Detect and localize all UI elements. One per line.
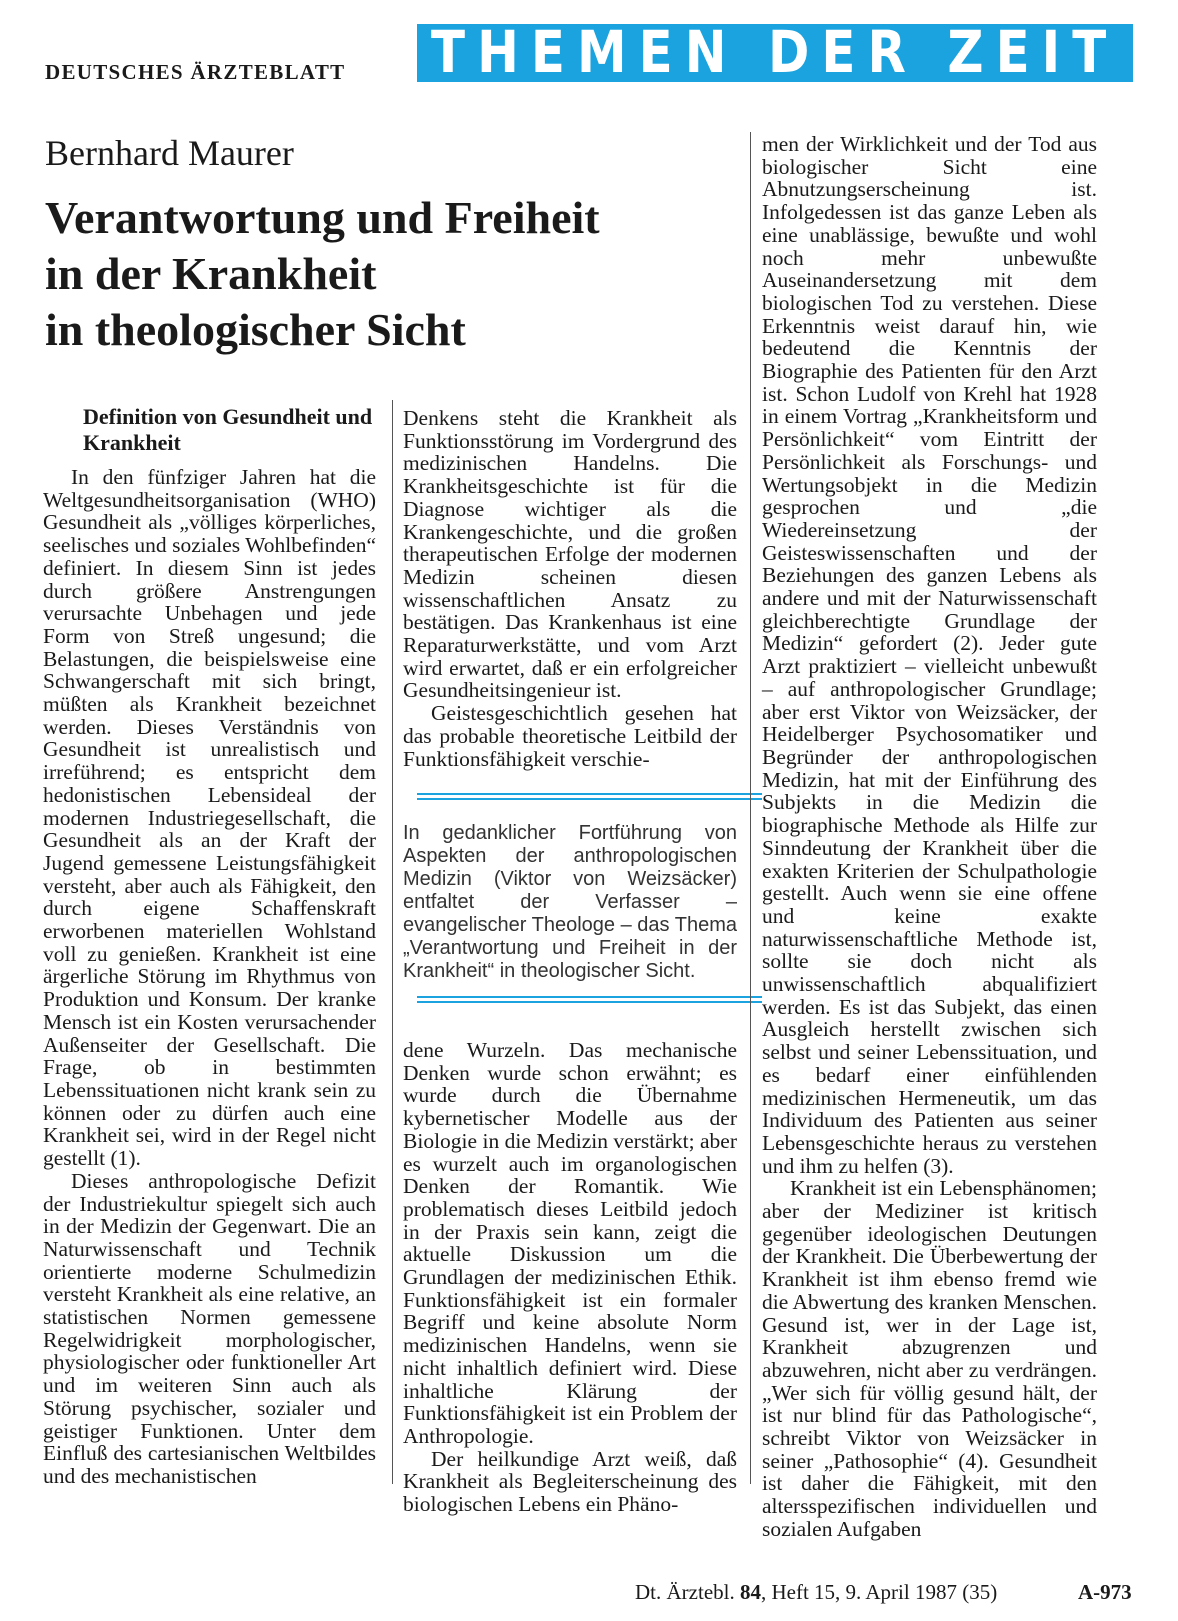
paragraph: Geistesgeschichtlich gesehen hat das probable theoretische Leitbild der Funktionsfähigkeit verschie- [403,701,737,771]
paragraph: In den fünfziger Jahren hat die Weltgesundheitsorganisation (WHO) Gesundheit als „völliges körperliches, seelisches und soziales Wohlbefinden“ definiert. In diesem Sinn ist jedes durch größere Anstrengungen verursachte Unbehagen und jede Form von Streß ungesund; die Belastungen, die beispielsweise eine Schwangerschaft mit sich bringt, müßten als Krankheit bezeichnet werden. Dieses Verständnis von Gesundheit ist unrealistisch und irreführend; es entspricht dem hedonistischen Lebensideal der modernen Industriegesellschaft, die Gesundheit als an der Kraft der Jugend gemessene Leistungsfähigkeit versteht, aber auch als Fähigkeit, den durch eigene Schaffenskraft erworbenen materiellen Wohlstand voll zu genießen. Krankheit ist eine ärgerliche Störung im Rhythmus von Produktion und Konsum. Der kranke Mensch ist ein Kosten verursachender Außenseiter der Gesellschaft. Die Frage, ob in bestimmten Lebenssituationen nicht krank sein zu können oder zu dürfen auch eine Krankheit sei, wird in der Regel nicht gestellt (1). [43,465,376,1171]
section-title: THEMEN DER ZEIT [431,18,1119,86]
paragraph: Denkens steht die Krankheit als Funktionsstörung im Vordergrund des medizinischen Handelns. Die Krankheitsgeschichte ist für die Diagnose wichtiger als die Krankengeschichte, und die großen therapeutischen Erfolge der modernen Medizin scheinen diesen wissenschaftlichen Ansatz zu bestätigen. Das Krankenhaus ist eine Reparaturwerkstätte, und vom Arzt wird erwartet, daß er ein erfolgreicher Gesundheitsingenieur ist. [403,406,737,703]
citation-volume: 84 [739,1580,761,1604]
teaser-rule-bottom [417,996,762,1006]
page-number: A-973 [1078,1580,1132,1604]
title-line: in der Krankheit [45,248,377,299]
paragraph: Der heilkundige Arzt weiß, daß Krankheit als Begleiterscheinung des biologischen Lebens ein Phäno- [403,1446,737,1517]
subheading: Definition von Gesundheit und Krankheit [83,404,373,455]
citation-footer [635,1580,997,1605]
column-1 [43,404,376,1488]
article-title [45,190,765,358]
section-banner [417,18,1133,86]
author-name: Bernhard Maurer [45,133,294,173]
paragraph: men der Wirklichkeit und der Tod aus biologischer Sicht eine Abnutzungserscheinung ist. Infolgedessen ist das ganze Leben als eine unablässige, bewußte und wohl noch mehr unbewußte Auseinandersetzung mit dem biologischen Tod zu verstehen. Diese Erkenntnis weist darauf hin, wie bedeutend die Kenntnis der Biographie des Patienten für den Arzt ist. Schon Ludolf von Krehl hat 1928 in einem Vortrag „Krankheitsform und Persönlichkeit“ vom Eintritt der Persönlichkeit als Forschungs- und Wertungsobjekt in die Medizin gesprochen und „die Wiedereinsetzung der Geisteswissenschaften und der Beziehungen des ganzen Lebens als andere und mit der Naturwissenschaft gleichberechtigte Grundlage der Medizin“ gefordert (2). Jeder gute Arzt praktiziert – vielleicht unbewußt – auf anthropologischer Grundlage; aber erst Viktor von Weizsäcker, der Heidelberger Psychosomatiker und Begründer der anthropologischen Medizin, hat mit der Einführung des Subjekts in die Medizin die biographische Methode als Hilfe zur Sinndeutung der Krankheit über die exakten Kriterien der Schulpathologie gestellt. Auch wenn sie eine offene und keine exakte naturwissenschaftliche Methode ist, sollte sie doch nicht als unwissenschaftlich abqualifiziert werden. Es ist das Subjekt, das einen Ausgleich herstellt zwischen sich selbst und seiner Lebenssituation, und es bedarf einer einfühlenden medizinischen Hermeneutik, um das Individuum des Patienten aus seiner Lebensgeschichte heraus zu verstehen und ihm zu helfen (3). [762,132,1097,1178]
teaser-box: In gedanklicher Fortführung von Aspekten der anthropologischen Medizin (Viktor von Weizsäcker) entfaltet der Verfasser – evangelischer Theologe – das Thema „Verantwortung und Freiheit in der Krankheit“ in theologischer Sicht. [403,822,737,982]
title-line: in theologischer Sicht [45,304,466,355]
paragraph: dene Wurzeln. Das mechanische Denken wurde schon erwähnt; es wurde durch die Übernahme kybernetischer Modelle aus der Biologie in die Medizin verstärkt; aber es wurzelt auch im organologischen Denken der Romantik. Wie problematisch dieses Leitbild jedoch in der Praxis sein kann, zeigt die aktuelle Diskussion um die Grundlagen der medizinischen Ethik. Funktionsfähigkeit ist ein formaler Begriff und keine absolute Norm medizinischen Handelns, wenn sie nicht inhaltlich definiert wird. Diese inhaltliche Klärung der Funktionsfähigkeit ist ein Problem der Anthropologie. [403,1038,737,1448]
title-line: Verantwortung und Freiheit [45,192,600,243]
column-2-top [403,407,737,770]
column-2-bottom [403,1039,737,1516]
column-divider [750,132,751,1484]
paragraph: Dieses anthropologische Defizit der Industriekultur spiegelt sich auch in der Medizin der Gegenwart. Die an Naturwissenschaft und Technik orientierte moderne Schulmedizin versteht Krankheit als eine relative, an statistischen Normen gemessene Regelwidrigkeit morphologischer, physiologischer oder funktioneller Art und im weiteren Sinn auch als Störung psychischer, sozialer und geistiger Funktionen. Unter dem Einfluß des cartesianischen Weltbildes und des mechanistischen [43,1168,376,1488]
journal-name: DEUTSCHES ÄRZTEBLATT [45,60,346,84]
citation-prefix: Dt. Ärztebl. [635,1580,735,1604]
teaser-rule-top [417,793,762,803]
column-3 [762,133,1097,1541]
paragraph: Krankheit ist ein Lebensphänomen; aber der Mediziner ist kritisch gegenüber ideologischen Deutungen der Krankheit. Die Überbewertung der Krankheit ist ihm ebenso fremd wie die Abwertung des kranken Menschen. Gesund ist, wer in der Lage ist, Krankheit abzugrenzen und abzuwehren, nicht aber zu verdrängen. „Wer sich für völlig gesund hält, der ist nur blind für das Pathologische“, schreibt Viktor von Weizsäcker in seiner „Pathosophie“ (4). Gesundheit ist daher die Fähigkeit, mit den altersspezifischen individuellen und sozialen Aufgaben [762,1176,1097,1541]
column-divider [392,400,393,1484]
citation-suffix: , Heft 15, 9. April 1987 (35) [760,1580,998,1604]
